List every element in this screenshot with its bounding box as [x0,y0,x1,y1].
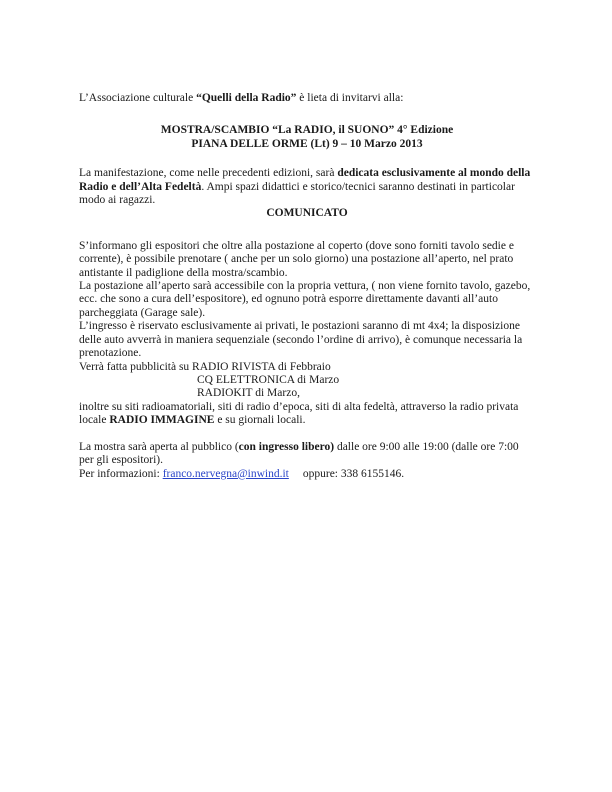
manifest-text-1: La manifestazione, come nelle precedenti edizioni, sarà [79,167,338,180]
intro-suffix: è lieta di invitarvi alla: [296,92,404,104]
comunicato-paragraph-3: L’ingresso è riservato esclusivamente ai privati, le postazioni saranno di mt 4x4; la disposizione delle auto avverrà in maniera sequenziale (secondo l’ordine di arrivo), è comunque necessaria la prenotazione. [79,320,523,360]
intro-prefix: L’Associazione culturale [79,92,197,104]
publicity-line-1: Verrà fatta pubblicità su RADIO RIVISTA di Febbraio [79,360,331,373]
publicity-block [79,361,535,428]
manifest-paragraph [79,167,535,207]
comunicato-heading: COMUNICATO [266,207,348,220]
publicity-rest [79,401,535,428]
opening-text-2: dalle ore 9:00 alle 19:00 (dalle ore 7:00 per gli espositori). [79,440,519,467]
event-title-line-2: PIANA DELLE ORME (Lt) 9 – 10 Marzo 2013 [191,137,423,150]
opening-paragraph [79,441,535,468]
publicity-rest-text-2: e su giornali locali. [214,414,306,427]
publicity-line-3: RADIOKIT di Marzo, [197,387,300,400]
association-name: “Quelli della Radio” [196,92,297,104]
contact-phone: oppure: 338 6155146. [302,467,405,480]
document-page [79,92,535,481]
contact-email-link[interactable]: franco.nervegna@inwind.it [162,467,289,480]
contact-line [79,468,535,481]
event-title [79,124,535,151]
contact-label: Per informazioni: [79,467,163,480]
intro-paragraph [79,92,535,105]
comunicato-paragraph-2: La postazione all’aperto sarà accessibile con la propria vettura, ( non viene fornito tavolo, gazebo, ecc. che sono a cura dell’espositore), ed ognuno potrà esporre direttamente davanti all’auto parcheggiata (Garage sale). [79,280,531,319]
manifest-text-2: . Ampi spazi didattici e storico/tecnici saranno destinati in particolar modo ai ragazzi. [79,180,515,207]
comunicato-paragraph-1: S’informano gli espositori che oltre alla postazione al coperto (dove sono forniti tavolo sedie e corrente), è possibile prenotare ( anche per un solo giorno) una postazione all’aperto, nel prato antistante il padiglione della mostra/scambio. [79,239,514,279]
radio-immagine-name: RADIO IMMAGINE [109,414,215,427]
paragraph-spacer [79,428,535,441]
publicity-line-2: CQ ELETTRONICA di Marzo [197,373,340,386]
opening-text-1: La mostra sarà aperta al pubblico ( [79,440,239,453]
free-entry-text: con ingresso libero) [238,440,335,453]
publicity-rest-text-1: inoltre su siti radioamatoriali, siti di radio d’epoca, siti di alta fedeltà, attraverso la radio privata locale [79,400,519,427]
manifest-bold-text: dedicata esclusivamente al mondo della Radio e dell’Alta Fedeltà [79,167,531,193]
event-title-line-1: MOSTRA/SCAMBIO “La RADIO, il SUONO” 4° Edizione [160,124,454,137]
